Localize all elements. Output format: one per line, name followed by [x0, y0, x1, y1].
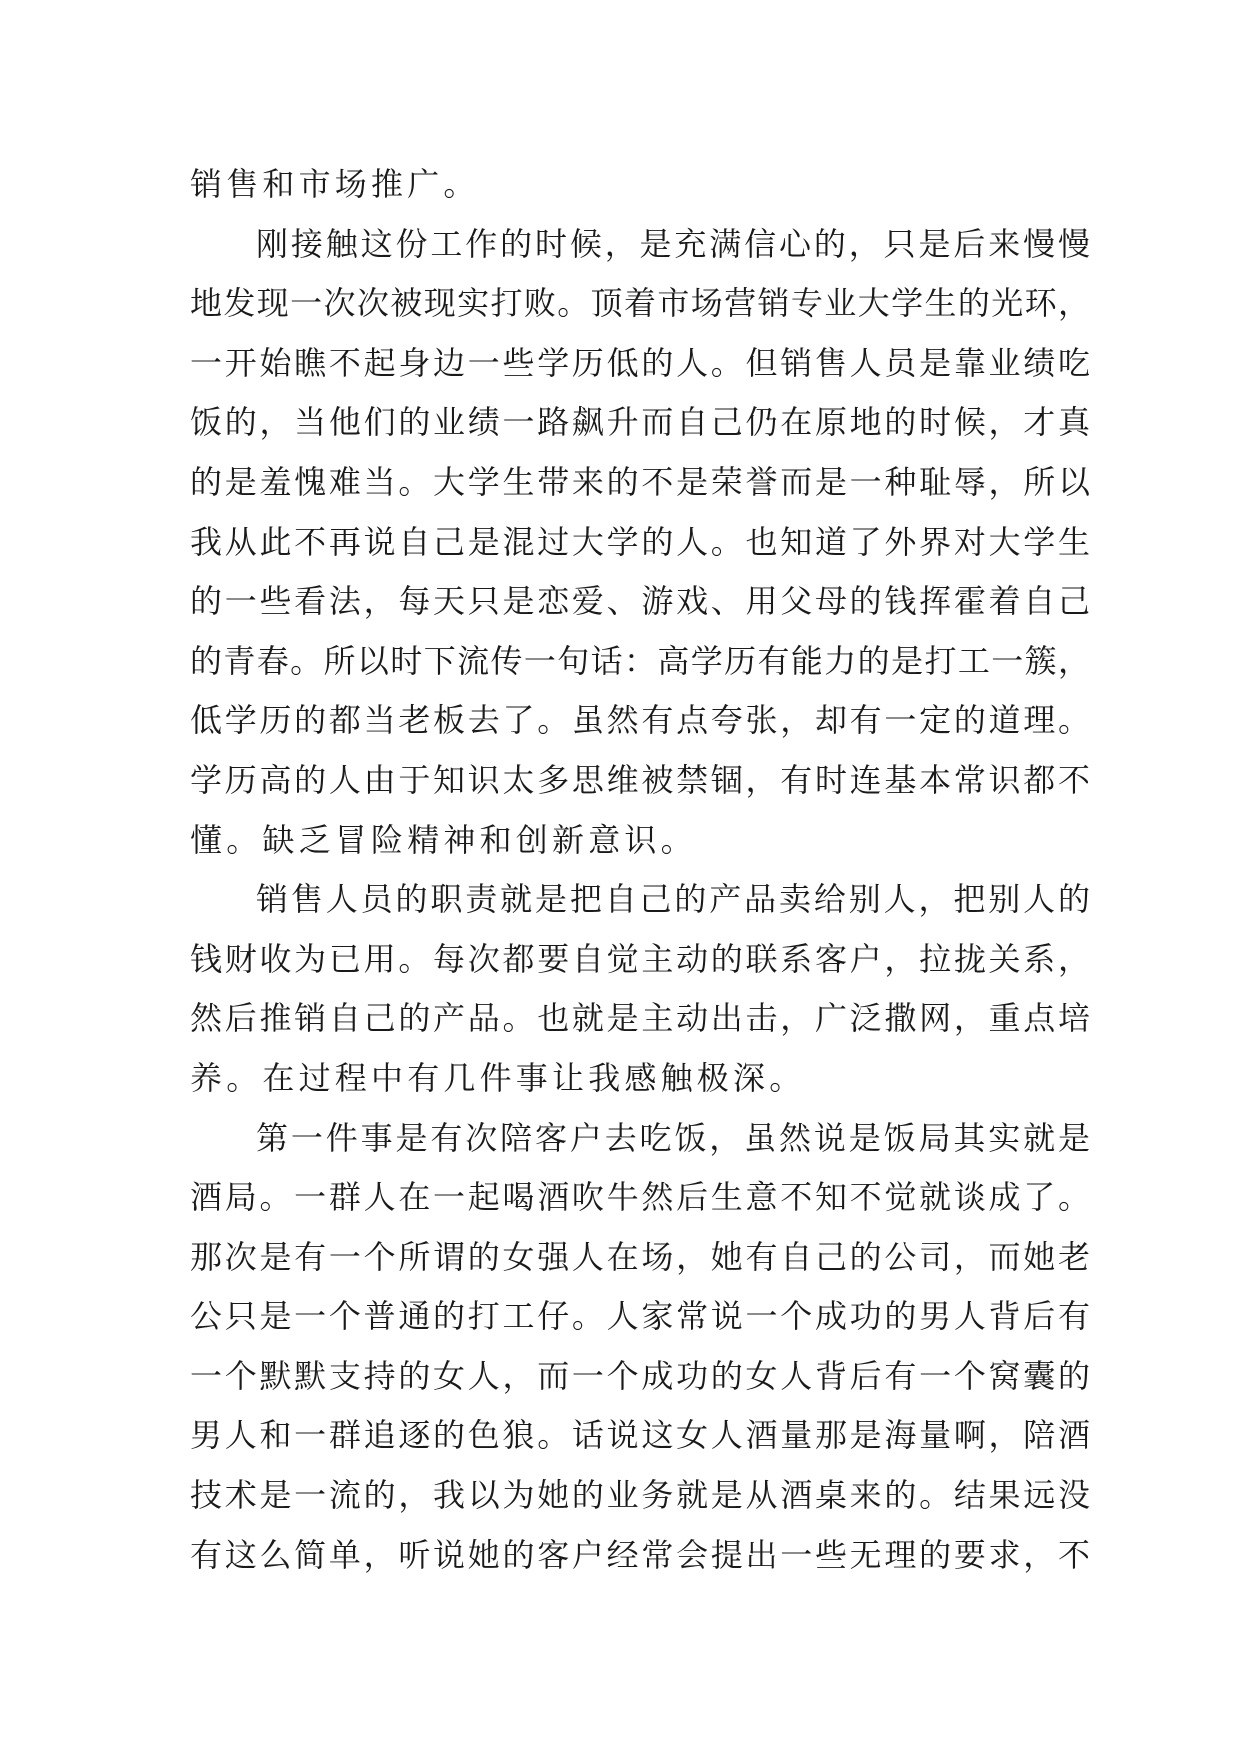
text-line: 的青春。所以时下流传一句话：高学历有能力的是打工一簇， [190, 641, 1090, 680]
text-line: 的是羞愧难当。大学生带来的不是荣誉而是一种耻辱，所以 [190, 462, 1090, 501]
text-line: 那次是有一个所谓的女强人在场，她有自己的公司，而她老 [190, 1237, 1090, 1276]
text-line: 地发现一次次被现实打败。顶着市场营销专业大学生的光环， [190, 284, 1090, 323]
text-line: 钱财收为已用。每次都要自觉主动的联系客户，拉拢关系， [190, 939, 1090, 978]
text-line: 我从此不再说自己是混过大学的人。也知道了外界对大学生 [190, 522, 1090, 561]
text-line: 销售和市场推广。 [190, 165, 480, 203]
text-line: 学历高的人由于知识太多思维被禁锢，有时连基本常识都不 [190, 760, 1090, 799]
text-line: 酒局。一群人在一起喝酒吹牛然后生意不知不觉就谈成了。 [190, 1178, 1090, 1217]
text-line: 的一些看法，每天只是恋爱、游戏、用父母的钱挥霍着自己 [190, 582, 1090, 621]
text-line: 养。在过程中有几件事让我感触极深。 [190, 1058, 806, 1097]
text-line: 一个默默支持的女人，而一个成功的女人背后有一个窝囊的 [190, 1356, 1090, 1395]
text-line: 懂。缺乏冒险精神和创新意识。 [190, 820, 697, 859]
text-line: 刚接触这份工作的时候，是充满信心的，只是后来慢慢 [256, 224, 1090, 263]
document-body [190, 155, 1090, 1585]
text-line: 销售人员的职责就是把自己的产品卖给别人，把别人的 [256, 880, 1090, 919]
text-line: 男人和一群追逐的色狼。话说这女人酒量那是海量啊，陪酒 [190, 1416, 1090, 1455]
text-line: 技术是一流的，我以为她的业务就是从酒桌来的。结果远没 [190, 1476, 1090, 1515]
text-line: 然后推销自己的产品。也就是主动出击，广泛撒网，重点培 [190, 999, 1090, 1038]
text-line: 饭的，当他们的业绩一路飙升而自己仍在原地的时候，才真 [190, 403, 1090, 442]
text-line: 有这么简单，听说她的客户经常会提出一些无理的要求，不 [190, 1535, 1090, 1574]
text-line: 公只是一个普通的打工仔。人家常说一个成功的男人背后有 [190, 1297, 1090, 1336]
text-line: 一开始瞧不起身边一些学历低的人。但销售人员是靠业绩吃 [190, 343, 1090, 382]
text-line: 低学历的都当老板去了。虽然有点夸张，却有一定的道理。 [190, 701, 1090, 740]
text-line: 第一件事是有次陪客户去吃饭，虽然说是饭局其实就是 [256, 1118, 1090, 1157]
